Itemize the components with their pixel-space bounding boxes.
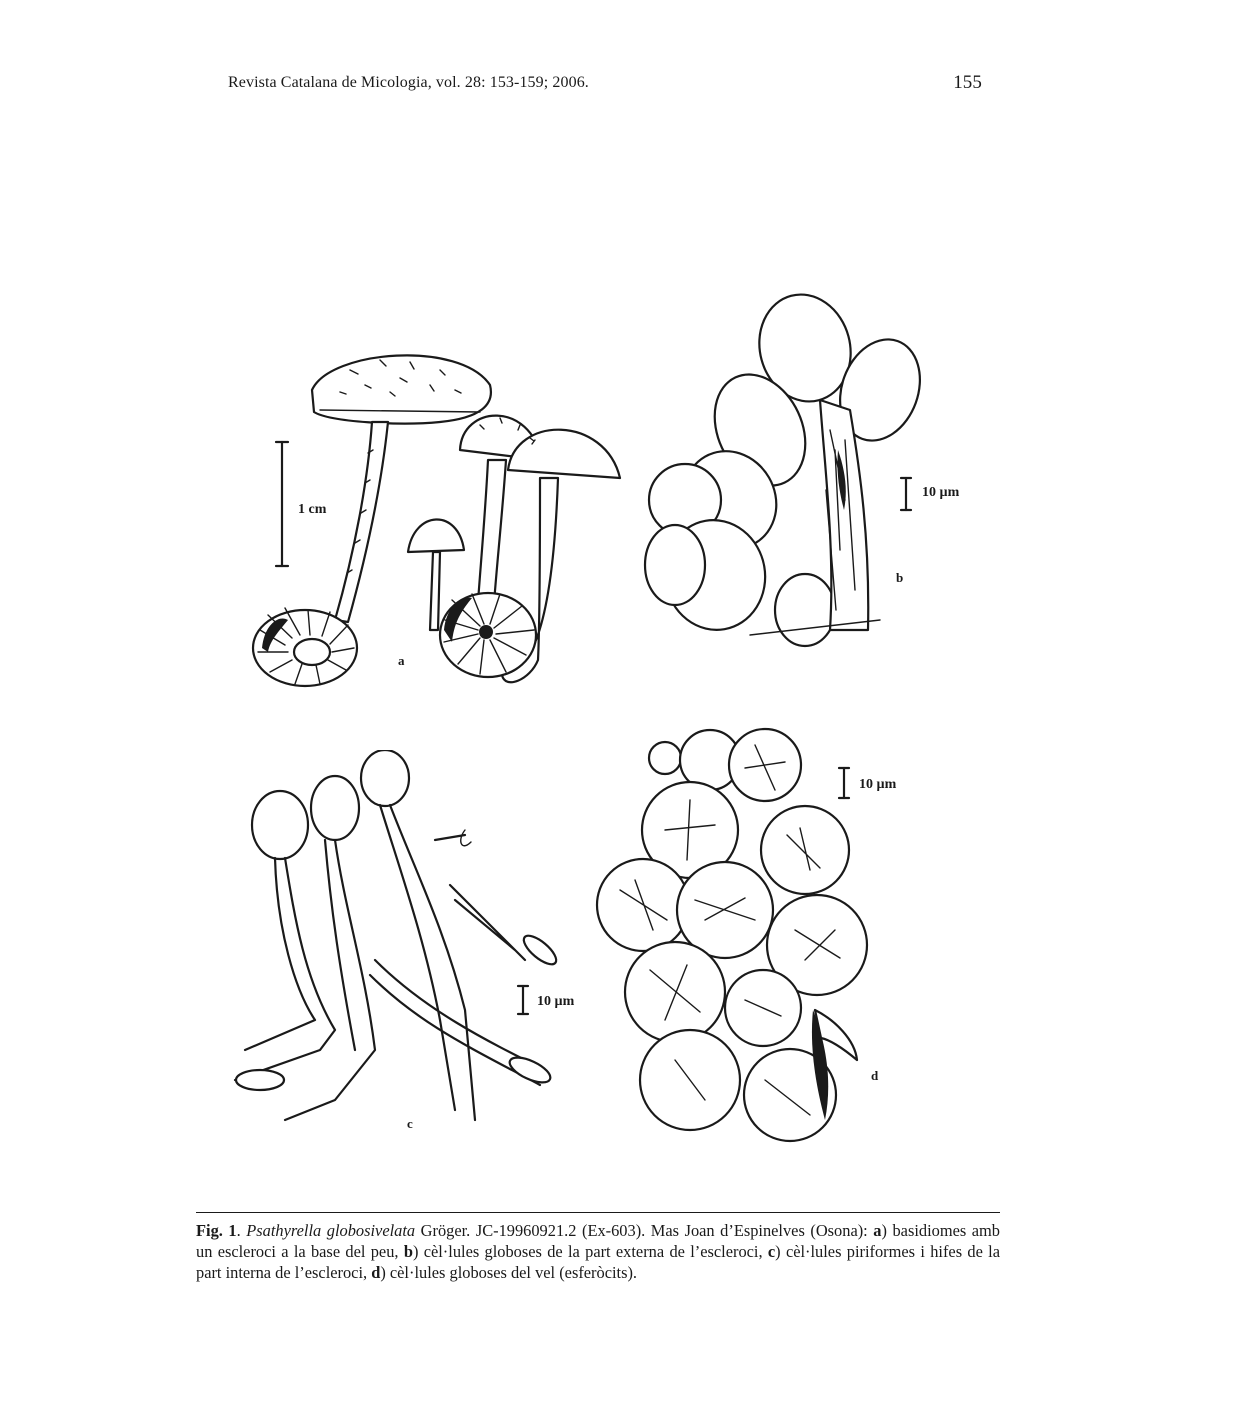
scale-label-b: 10 µm: [922, 485, 960, 500]
figure-panel-d: [595, 720, 925, 1160]
spherocysts-illustration: [597, 729, 867, 1141]
caption-letter-a: a: [873, 1221, 882, 1240]
scale-bar-d: [839, 768, 849, 798]
scale-label-c: 10 µm: [537, 994, 575, 1009]
scale-bar-c: [518, 986, 528, 1014]
figure-panel-c: [225, 750, 615, 1160]
figure-label: Fig. 1: [196, 1221, 237, 1240]
piriform-cells-hyphae-illustration: [235, 750, 560, 1120]
figure-panel-a: [240, 330, 640, 710]
journal-citation: Revista Catalana de Micologia, vol. 28: 153-159; 2006.: [228, 74, 589, 91]
caption-text-c: ) cèl·lules piriformes i hifes de la part interna de l’escleroci,: [196, 1242, 1000, 1282]
panel-letter-d: d: [871, 1068, 879, 1083]
species-name: Psathyrella globosivelata: [246, 1221, 416, 1240]
panel-letter-c: c: [407, 1116, 413, 1131]
scale-bar-b: [901, 478, 911, 510]
mushroom-large-illustration: [312, 355, 491, 622]
figure-panel-b: [640, 290, 1000, 660]
scale-label-d: 10 µm: [859, 777, 897, 792]
scale-label-a: 1 cm: [298, 502, 327, 517]
page-number: 155: [953, 72, 982, 93]
globose-cells-external-illustration: [645, 290, 933, 646]
caption-letter-d: d: [371, 1263, 381, 1282]
caption-text-d: ) cèl·lules globoses del vel (esferòcits).: [380, 1263, 638, 1282]
panel-letter-b: b: [896, 570, 904, 585]
panel-letter-a: a: [398, 653, 405, 668]
sclerotium-right-illustration: [440, 593, 536, 677]
running-head: [228, 74, 988, 100]
caption-text-a: ) basidiomes amb un escleroci a la base del peu,: [196, 1221, 1001, 1261]
figure-label-dot: .: [236, 1221, 241, 1240]
caption-rule: [196, 1212, 1000, 1213]
scale-bar-a: [276, 442, 288, 566]
caption-letter-b: b: [403, 1242, 413, 1261]
figure-caption: [196, 1220, 1000, 1283]
caption-text-b: ) cèl·lules globoses de la part externa de l’escleroci,: [412, 1242, 768, 1261]
author-specimen: Gröger. JC-19960921.2 (Ex-603). Mas Joan d’Espinelves (Osona):: [415, 1221, 874, 1240]
sclerotium-left-illustration: [253, 608, 357, 686]
caption-letter-c: c: [767, 1242, 776, 1261]
